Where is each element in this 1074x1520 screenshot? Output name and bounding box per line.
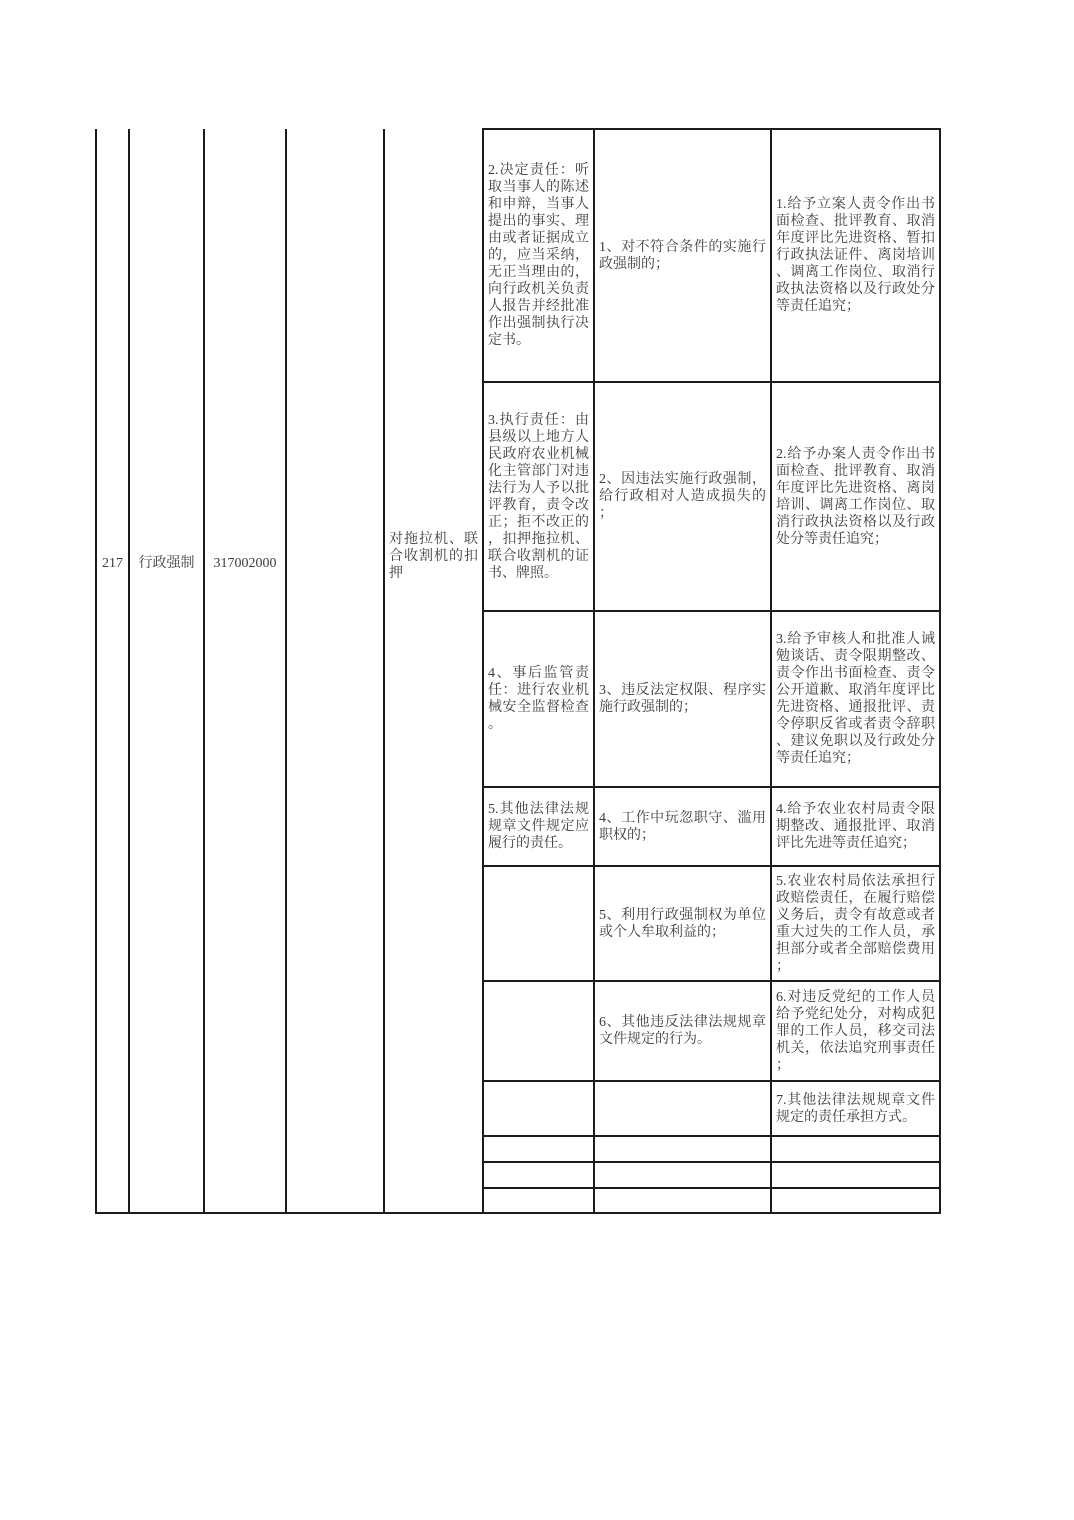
serial-number-cell <box>96 129 129 1213</box>
empty-accountability-cell <box>771 1136 940 1162</box>
violation-cell: 4、工作中玩忽职守、滥用职权的； <box>594 787 771 866</box>
violation-cell: 5、利用行政强制权为单位或个人牟取利益的； <box>594 866 771 981</box>
accountability-cell: 3.给予审核人和批准人诫勉谈话、责令限期整改、责令作出书面检查、责令公开道歉、取消年度评比先进资格、通报批评、责令停职反省或者责令辞职、建议免职以及行政处分等责任追究； <box>771 611 940 787</box>
empty-violation-cell <box>594 1081 771 1136</box>
empty-accountability-cell <box>771 1162 940 1188</box>
violation-cell: 3、违反法定权限、程序实施行政强制的； <box>594 611 771 787</box>
accountability-cell: 2.给予办案人责令作出书面检查、批评教育、取消年度评比先进资格、离岗培训、调离工作岗位、取消行政执法资格以及行政处分等责任追究； <box>771 382 940 611</box>
empty-column-cell <box>286 129 384 1213</box>
empty-duty-cell <box>483 1081 594 1136</box>
empty-accountability-cell <box>771 1188 940 1213</box>
category-cell <box>129 129 204 1213</box>
violation-cell: 2、因违法实施行政强制，给行政相对人造成损失的； <box>594 382 771 611</box>
accountability-cell: 7.其他法律法规规章文件规定的责任承担方式。 <box>771 1081 940 1136</box>
empty-duty-cell <box>483 981 594 1081</box>
empty-duty-cell <box>483 1136 594 1162</box>
accountability-cell: 5.农业农村局依法承担行政赔偿责任，在履行赔偿义务后，责令有故意或者重大过失的工作人员，承担部分或者全部赔偿费用； <box>771 866 940 981</box>
accountability-cell: 1.给予立案人责令作出书面检查、批评教育、取消年度评比先进资格、暂扣行政执法证件、离岗培训、调离工作岗位、取消行政执法资格以及行政处分等责任追究； <box>771 129 940 382</box>
code-cell <box>204 129 286 1213</box>
empty-duty-cell <box>483 1188 594 1213</box>
accountability-cell: 4.给予农业农村局责令限期整改、通报批评、取消评比先进等责任追究； <box>771 787 940 866</box>
duty-cell: 2.决定责任：听取当事人的陈述和申辩，当事人提出的事实、理由或者证据成立的，应当采纳，无正当理由的，向行政机关负责人报告并经批准作出强制执行决定书。 <box>483 129 594 382</box>
duty-cell: 3.执行责任：由县级以上地方人民政府农业机械化主管部门对违法行为人予以批评教育，责令改正；拒不改正的，扣押拖拉机、联合收割机的证书、牌照。 <box>483 382 594 611</box>
empty-violation-cell <box>594 1136 771 1162</box>
accountability-cell: 6.对违反党纪的工作人员给予党纪处分，对构成犯罪的工作人员，移交司法机关，依法追究刑事责任； <box>771 981 940 1081</box>
empty-violation-cell <box>594 1188 771 1213</box>
violation-cell: 6、其他违反法律法规规章文件规定的行为。 <box>594 981 771 1081</box>
responsibility-table <box>95 128 941 1214</box>
empty-duty-cell <box>483 1162 594 1188</box>
category-label: 行政强制 <box>138 556 195 571</box>
duty-cell: 4、事后监管责任：进行农业机械安全监督检查。 <box>483 611 594 787</box>
violation-cell: 1、对不符合条件的实施行政强制的； <box>594 129 771 382</box>
duty-cell: 5.其他法律法规规章文件规定应履行的责任。 <box>483 787 594 866</box>
serial-number: 217 <box>102 556 123 571</box>
empty-violation-cell <box>594 1162 771 1188</box>
empty-duty-cell <box>483 866 594 981</box>
code-value: 317002000 <box>213 556 277 571</box>
item-name: 对拖拉机、联合收割机的扣押 <box>389 532 478 581</box>
item-name-cell <box>384 129 483 1213</box>
